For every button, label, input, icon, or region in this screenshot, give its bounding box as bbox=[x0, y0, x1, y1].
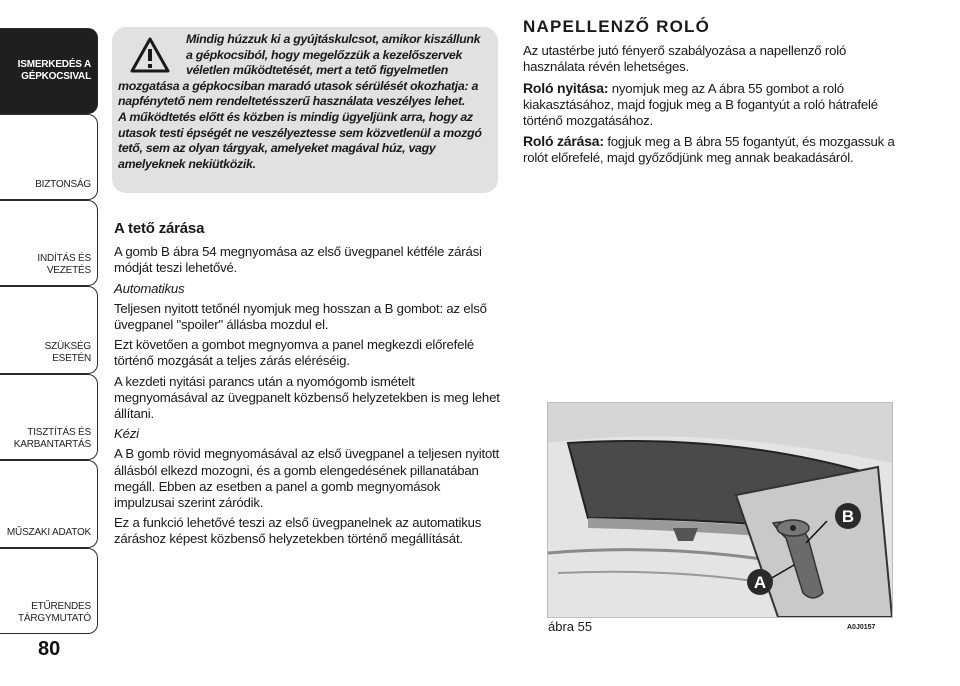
tab-biztonsag[interactable] bbox=[0, 114, 98, 200]
tab-label: BIZTONSÁG bbox=[35, 179, 91, 190]
tab-label: INDÍTÁS ÉS VEZETÉS bbox=[37, 253, 91, 276]
warning-line: a gépkocsiból, hogy megelőzzük a kezelőszervek bbox=[186, 47, 463, 62]
paragraph: A B gomb rövid megnyomásával az első üvegpanel a teljesen nyitott állásból elkezd mozogni, és a gomb elengedésének pillanatában megáll. Ebben az esetben a panel a gomb megnyomások impulzusai szerint záródik. bbox=[114, 446, 500, 511]
sunroof-illustration bbox=[548, 403, 892, 617]
tab-label: KARBANTARTÁS bbox=[13, 439, 91, 450]
figure-55 bbox=[547, 402, 893, 618]
tab-label: MŰSZAKI ADATOK bbox=[6, 527, 91, 538]
automatic-subheading: Automatikus bbox=[114, 280, 185, 296]
warning-text bbox=[118, 32, 488, 172]
page-number: 80 bbox=[38, 638, 61, 660]
marker-b-label: B bbox=[841, 507, 855, 526]
tab-ismerkedes[interactable] bbox=[0, 28, 98, 114]
paragraph: Ez a funkció lehetővé teszi az első üvegpanelnek az automatikus záráshoz képest közbenső helyzetekben történő megállítását. bbox=[114, 515, 482, 547]
section-heading: A tető zárása bbox=[114, 220, 205, 237]
marker-a-label: A bbox=[753, 573, 767, 592]
sunshade-section bbox=[523, 19, 907, 171]
close-label: Roló zárása: bbox=[523, 133, 604, 150]
paragraph bbox=[523, 80, 907, 130]
tab-muszaki-adatok[interactable] bbox=[0, 460, 98, 548]
warning-line: véletlen működtetését, mert a tető figyelmetlen bbox=[186, 63, 449, 78]
warning-line: tető, sem az olyan tárgyak, amelyeket magával húz, vagy bbox=[118, 141, 436, 156]
tab-tisztitas-es-karbantartas[interactable] bbox=[0, 374, 98, 460]
figure-code: A0J0157 bbox=[847, 624, 876, 631]
paragraph: A gomb B ábra 54 megnyomása az első üvegpanel kétféle zárási módját teszi lehetővé. bbox=[114, 244, 482, 276]
open-text: nyomjuk meg az A ábra 55 gombot a roló kiakasztásához, majd fogjuk meg a B fogantyút a roló hátrafelé történő mozgatásához. bbox=[523, 80, 878, 129]
tab-szukseg-eseten[interactable] bbox=[0, 286, 98, 374]
tab-label: TISZTÍTÁS ÉS bbox=[27, 427, 91, 438]
paragraph bbox=[523, 133, 907, 166]
tab-label: ETŰRENDES bbox=[31, 601, 91, 612]
paragraph: A kezdeti nyitási parancs után a nyomógomb ismételt megnyomásával az üvegpanelt közbenső helyzetekben is meg lehet állítani. bbox=[114, 373, 500, 422]
warning-line: amelyeknek nekiütközik. bbox=[118, 156, 256, 171]
tab-label: SZÜKSÉG ESETÉN bbox=[44, 341, 91, 364]
tab-targymutato[interactable] bbox=[0, 548, 98, 634]
paragraph: Ezt követően a gombot megnyomva a panel megkezdi előrefelé történő mozgását a teljes zárás eléréséig. bbox=[114, 337, 475, 369]
tab-inditas-es-vezetes[interactable] bbox=[0, 200, 98, 286]
manual-subheading: Kézi bbox=[114, 426, 139, 442]
warning-line: mozgatása a gépkocsiban maradó utasok sérülését okozhatja: a bbox=[118, 78, 479, 93]
roof-closing-section bbox=[114, 221, 502, 552]
paragraph: Teljesen nyitott tetőnél nyomjuk meg hosszan a B gombot: az első üvegpanel "spoiler" állásba mozdul el. bbox=[114, 300, 487, 333]
warning-line: utasok testi épségét ne veszélyeztesse sem közvetlenül a mozgó bbox=[118, 125, 482, 140]
warning-line: Mindig húzzuk ki a gyújtáskulcsot, amikor kiszállunk bbox=[186, 32, 481, 46]
paragraph: Az utastérbe jutó fényerő szabályozása a napellenző roló használata révén lehetséges. bbox=[523, 43, 847, 75]
section-heading: NAPELLENZŐ ROLÓ bbox=[523, 17, 711, 36]
figure-caption: ábra 55 bbox=[548, 619, 593, 634]
close-text: fogjuk meg a B ábra 55 fogantyút, és mozgassuk a rolót előrefelé, majd győződjünk meg annak beakadásáról. bbox=[523, 134, 895, 166]
warning-line: A működtetés előtt és közben is mindig ügyeljünk arra, hogy az bbox=[118, 109, 473, 124]
tab-label: ISMERKEDÉS A bbox=[17, 59, 91, 70]
warning-box bbox=[112, 27, 498, 193]
tab-label: GÉPKOCSIVAL bbox=[21, 71, 91, 82]
open-label: Roló nyitása: bbox=[523, 79, 609, 96]
warning-line: napfénytető nem rendeltetésszerű használata veszélyes lehet. bbox=[118, 94, 465, 109]
tab-label: TÁRGYMUTATÓ bbox=[18, 613, 91, 624]
